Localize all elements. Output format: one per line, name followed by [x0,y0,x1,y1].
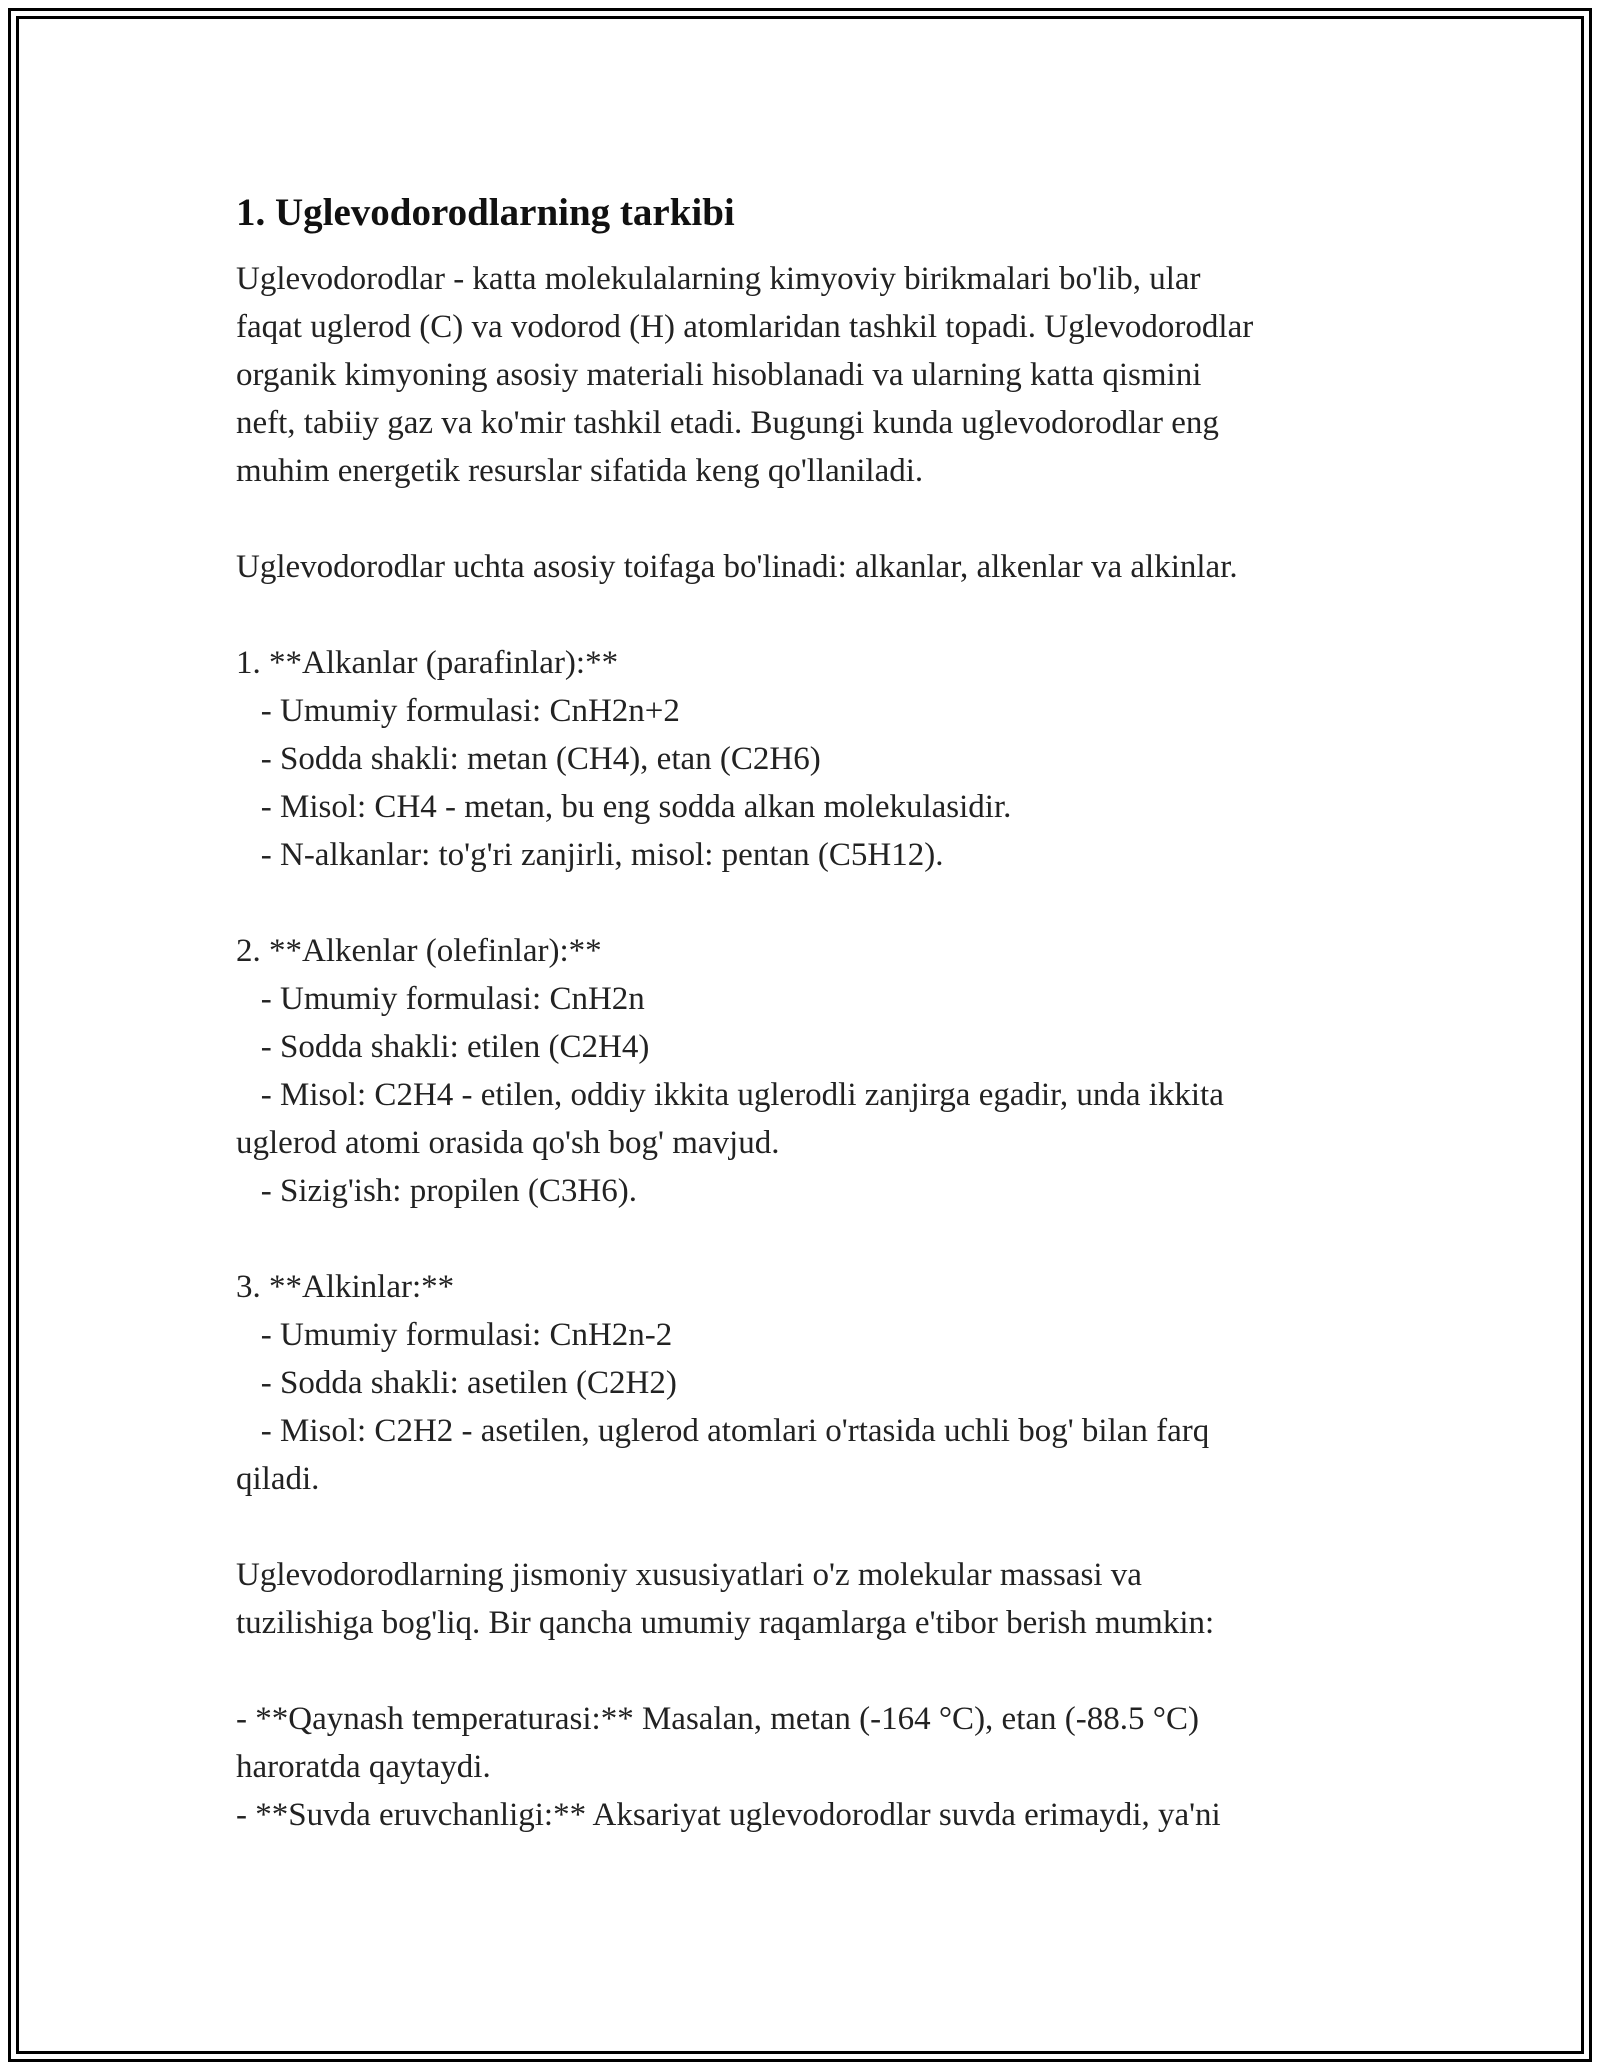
categories-paragraph: Uglevodorodlar uchta asosiy toifaga bo'linadi: alkanlar, alkenlar va alkinlar. [236,549,1238,585]
properties-details: - **Qaynash temperaturasi:** Masalan, metan (-164 °C), etan (-88.5 °C) haroratda qaytaydi. - **Suvda eruvchanligi:** Aksariyat uglevodorodlar suvda erimaydi, ya'ni [236,1701,1221,1833]
alkanes-list: 1. **Alkanlar (parafinlar):** - Umumiy formulasi: CnH2n+2 - Sodda shakli: metan (CH4), etan (C2H6) - Misol: CH4 - metan, bu eng sodda alkan molekulasidir. - N-alkanlar: to'g'ri zanjirli, misol: pentan (C5H12). [236,645,1012,873]
paragraph-spacer [236,495,1386,543]
section-heading: 1. Uglevodorodlarning tarkibi [236,191,735,234]
paragraph-spacer [236,1503,1386,1551]
properties-paragraph: Uglevodorodlarning jismoniy xususiyatlari o'z molekular massasi va tuzilishiga bog'liq. Bir qancha umumiy raqamlarga e'tibor berish mumkin: [236,1557,1215,1641]
intro-paragraph: Uglevodorodlar - katta molekulalarning kimyoviy birikmalari bo'lib, ular faqat uglerod (C) va vodorod (H) atomlaridan tashkil topadi. Uglevodorodlar organik kimyoning asosiy materiali hisoblanadi va ularning katta qismini neft, tabiiy gaz va ko'mir tashkil etadi. Bugungi kunda uglevodorodlar eng muhim energetik resurslar sifatida keng qo'llaniladi. [236,261,1254,489]
paragraph-spacer [236,1647,1386,1695]
document-body [236,185,1386,1839]
alkenes-list: 2. **Alkenlar (olefinlar):** - Umumiy formulasi: CnH2n - Sodda shakli: etilen (C2H4) - Misol: C2H4 - etilen, oddiy ikkita uglerodli zanjirga egadir, unda ikkita uglerod atomi orasida qo'sh bog' mavjud. - Sizig'ish: propilen (C3H6). [236,933,1224,1209]
paragraph-spacer [236,591,1386,639]
paragraph-spacer [236,1215,1386,1263]
paragraph-spacer [236,879,1386,927]
alkynes-list: 3. **Alkinlar:** - Umumiy formulasi: CnH2n-2 - Sodda shakli: asetilen (C2H2) - Misol: C2H2 - asetilen, uglerod atomlari o'rtasida uchli bog' bilan farq qiladi. [236,1269,1210,1497]
